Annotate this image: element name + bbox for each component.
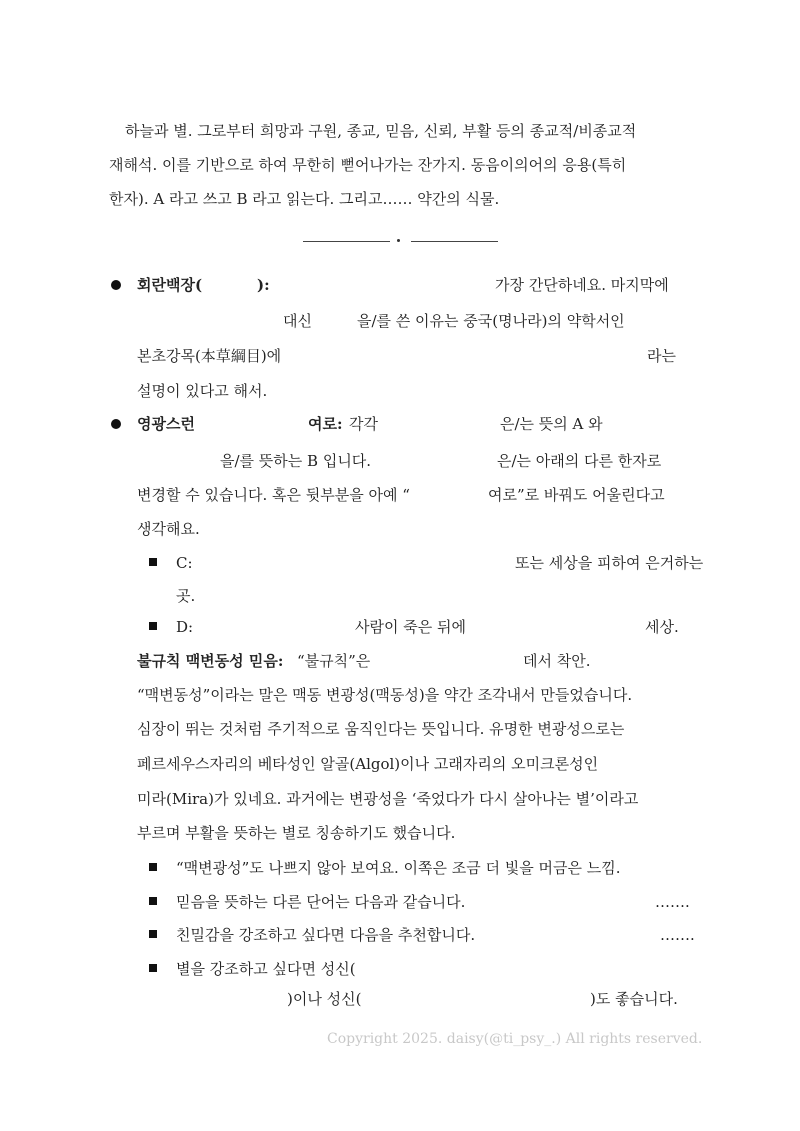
item3-text-b: 데서 착안. xyxy=(523,652,591,670)
bullet-dot-icon xyxy=(111,419,121,429)
intro-line-1: 하늘과 별. 그로부터 희망과 구원, 종교, 믿음, 신뢰, 부활 등의 종교적/비종교적 xyxy=(125,122,637,140)
item2-text-a: 각각 xyxy=(349,415,378,433)
item2-text-d: 은/는 아래의 다른 한자로 xyxy=(497,452,662,470)
item2-sub-c-text: 또는 세상을 피하여 은거하는 xyxy=(515,554,704,572)
item1-title: 회란백장( xyxy=(137,276,203,294)
item3-paragraph-3: 페르세우스자리의 베타성인 알골(Algol)이나 고래자리의 오미크론성인 xyxy=(137,755,599,773)
item3-paragraph-1: “맥변동성”이라는 말은 맥동 변광성(맥동성)을 약간 조각내서 만들었습니다. xyxy=(137,686,633,704)
bullet-square-icon xyxy=(149,930,157,938)
item3-bullet-4-c: )도 좋습니다. xyxy=(590,990,678,1008)
bullet-square-icon xyxy=(149,897,157,905)
item3-bullet-1: “맥변광성”도 나쁘지 않아 보여요. 이쪽은 조금 더 빛을 머금은 느낌. xyxy=(176,859,621,877)
item1-text-b: 대신 xyxy=(283,312,312,330)
intro-line-2: 재해석. 이를 기반으로 하여 무한히 뻗어나가는 잔가지. 동음이의어의 응용(특히 xyxy=(109,156,627,174)
item3-title: 불규칙 맥변동성 믿음: xyxy=(137,652,284,670)
item1-title-close: ): xyxy=(257,276,270,294)
divider-left-rule xyxy=(303,241,390,242)
item2-text-f: 여로”로 바꿔도 어울린다고 xyxy=(488,486,665,504)
bullet-square-icon xyxy=(149,964,157,972)
bullet-square-icon xyxy=(149,558,157,566)
item3-bullet-3: 친밀감을 강조하고 싶다면 다음을 추천합니다. xyxy=(176,926,476,944)
item1-text-d: 본초강목(本草綱目)에 xyxy=(137,347,282,365)
copyright-notice: Copyright 2025. daisy(@ti_psy_.) All rights reserved. xyxy=(327,1031,703,1047)
item1-text-e: 라는 xyxy=(647,347,676,365)
item3-bullet-3-end: ……. xyxy=(660,926,695,944)
item3-bullet-2-end: ……. xyxy=(655,893,690,911)
bullet-dot-icon xyxy=(111,280,121,290)
item3-paragraph-5: 부르며 부활을 뜻하는 별로 칭송하기도 했습니다. xyxy=(137,824,456,842)
item2-text-c: 을/를 뜻하는 B 입니다. xyxy=(220,452,372,470)
item2-title: 영광스런 xyxy=(137,415,195,433)
divider-center-dot xyxy=(397,239,400,242)
intro-line-3: 한자). A 라고 쓰고 B 라고 읽는다. 그리고…… 약간의 식물. xyxy=(109,190,500,208)
item2-text-b: 은/는 뜻의 A 와 xyxy=(500,415,603,433)
item2-sub-d-text: 사람이 죽은 뒤에 xyxy=(355,618,466,636)
item3-bullet-4: 별을 강조하고 싶다면 성신( xyxy=(176,960,356,978)
item3-paragraph-4: 미라(Mira)가 있네요. 과거에는 변광성을 ‘죽었다가 다시 살아나는 별’이라고 xyxy=(137,790,639,808)
item2-sub-c-text2: 곳. xyxy=(176,587,196,605)
bullet-square-icon xyxy=(149,863,157,871)
item3-paragraph-2: 심장이 뛰는 것처럼 주기적으로 움직인다는 뜻입니다. 유명한 변광성으로는 xyxy=(137,720,625,738)
item2-text-e: 변경할 수 있습니다. 혹은 뒷부분을 아예 “ xyxy=(137,486,410,504)
divider-right-rule xyxy=(411,241,498,242)
bullet-square-icon xyxy=(149,622,157,630)
item3-bullet-4-b: )이나 성신( xyxy=(287,990,362,1008)
item3-bullet-2: 믿음을 뜻하는 다른 단어는 다음과 같습니다. xyxy=(176,893,466,911)
item2-sub-d-label: D: xyxy=(176,618,194,636)
item2-text-g: 생각해요. xyxy=(137,520,200,538)
item3-text-a: “불규칙”은 xyxy=(297,652,371,670)
item2-sub-c-label: C: xyxy=(176,554,193,572)
item1-text-a: 가장 간단하네요. 마지막에 xyxy=(495,276,669,294)
item2-title-b: 여로: xyxy=(308,415,343,433)
item2-sub-d-text2: 세상. xyxy=(645,618,679,636)
item1-text-c: 을/를 쓴 이유는 중국(명나라)의 약학서인 xyxy=(357,312,625,330)
item1-text-f: 설명이 있다고 해서. xyxy=(137,382,268,400)
